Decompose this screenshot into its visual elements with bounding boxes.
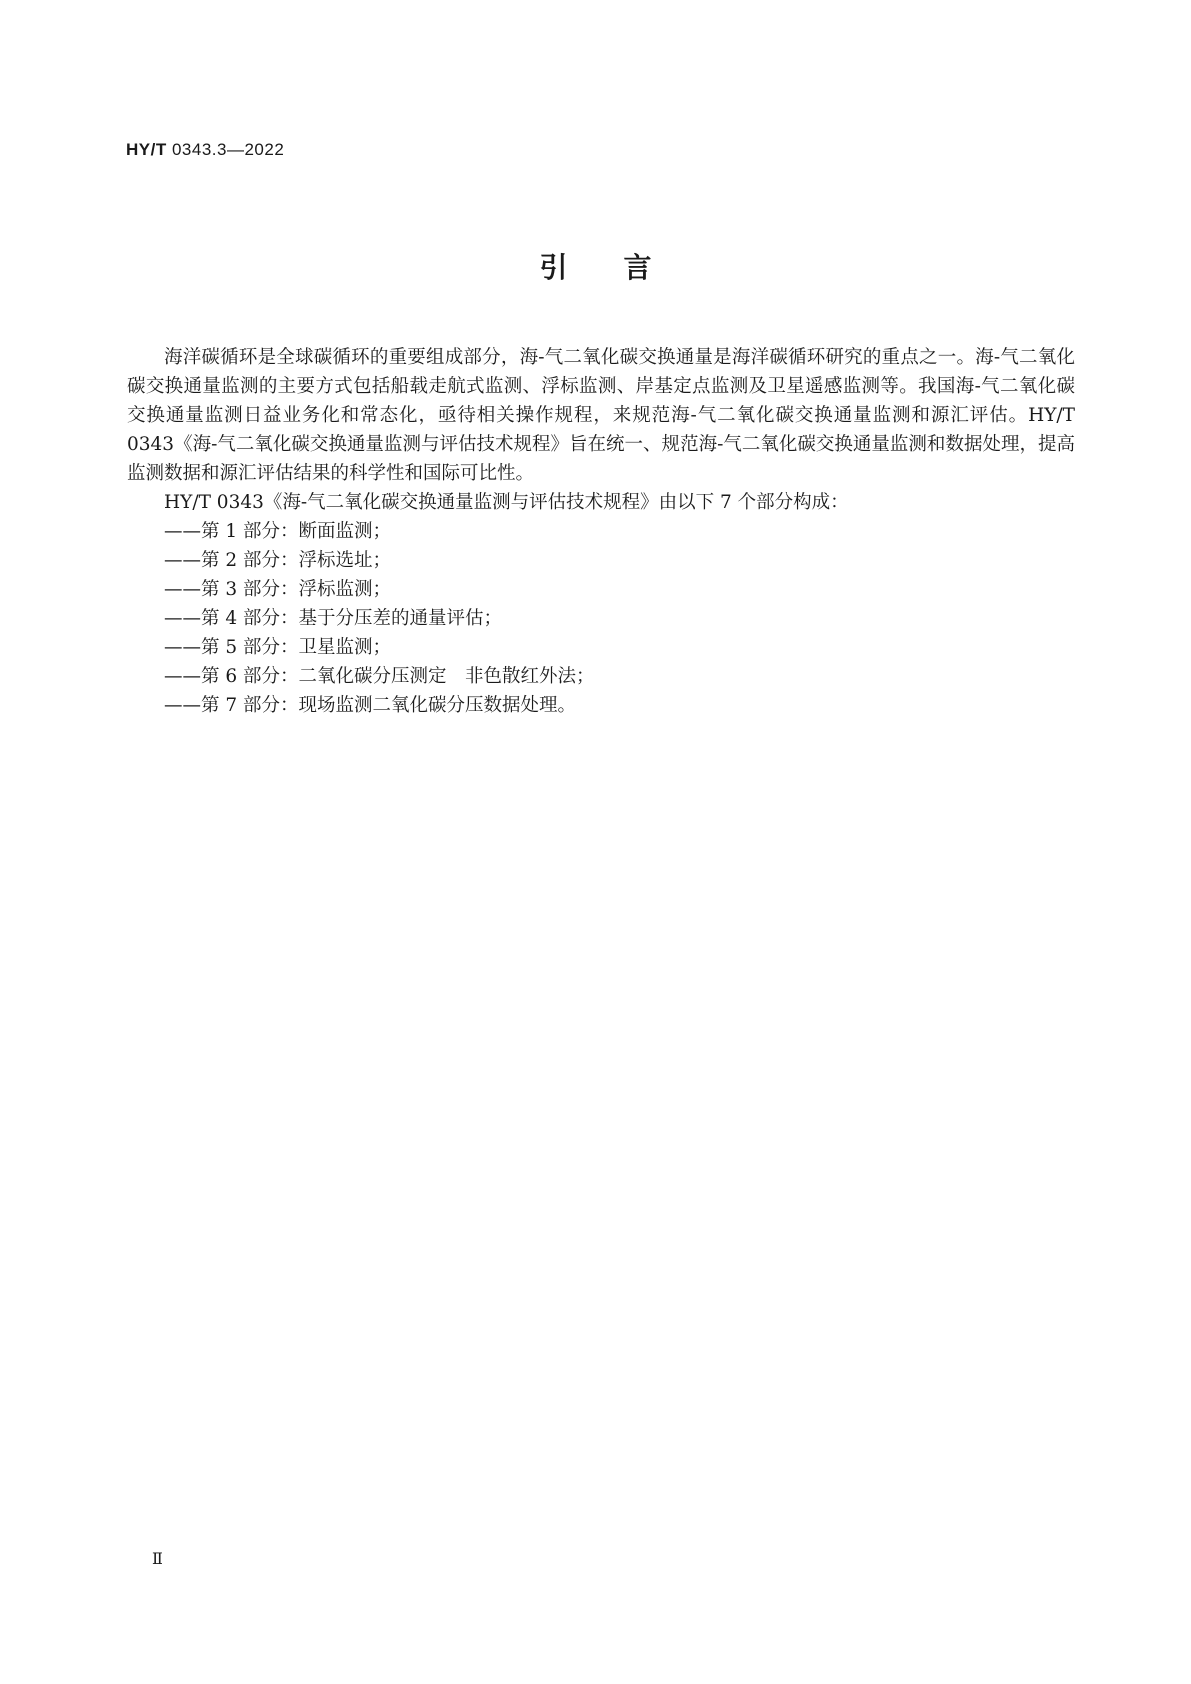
document-body [127,343,1075,720]
page-number: Ⅱ [152,1549,163,1568]
list-item-part-3: ——第 3 部分：浮标监测； [164,579,392,600]
section-title: 引言 [539,251,708,284]
document-code [126,140,284,160]
parts-list [127,517,1075,720]
document-code-prefix: HY/T [126,140,167,159]
list-item-part-1: ——第 1 部分：断面监测； [164,521,392,542]
list-item-part-5: ——第 5 部分：卫星监测； [164,637,392,658]
document-code-number: 0343.3—2022 [166,140,285,159]
list-item-part-6: ——第 6 部分：二氧化碳分压测定 非色散红外法； [164,666,595,687]
list-item-part-4: ——第 4 部分：基于分压差的通量评估； [164,608,503,629]
intro-paragraph: 海洋碳循环是全球碳循环的重要组成部分，海-气二氧化碳交换通量是海洋碳循环研究的重点之一。海-气二氧化碳交换通量监测的主要方式包括船载走航式监测、浮标监测、岸基定点监测及卫星遥感监测等。我国海-气二氧化碳交换通量监测日益业务化和常态化，亟待相关操作规程，来规范海-气二氧化碳交换通量监测和源汇评估。HY/T 0343《海-气二氧化碳交换通量监测与评估技术规程》旨在统一、规范海-气二氧化碳交换通量监测和数据处理，提高监测数据和源汇评估结果的科学性和国际可比性。 [127,347,1075,484]
list-item-part-2: ——第 2 部分：浮标选址； [164,550,392,571]
list-item-part-7: ——第 7 部分：现场监测二氧化碳分压数据处理。 [164,695,577,716]
parts-intro: HY/T 0343《海-气二氧化碳交换通量监测与评估技术规程》由以下 7 个部分构成： [164,492,849,513]
